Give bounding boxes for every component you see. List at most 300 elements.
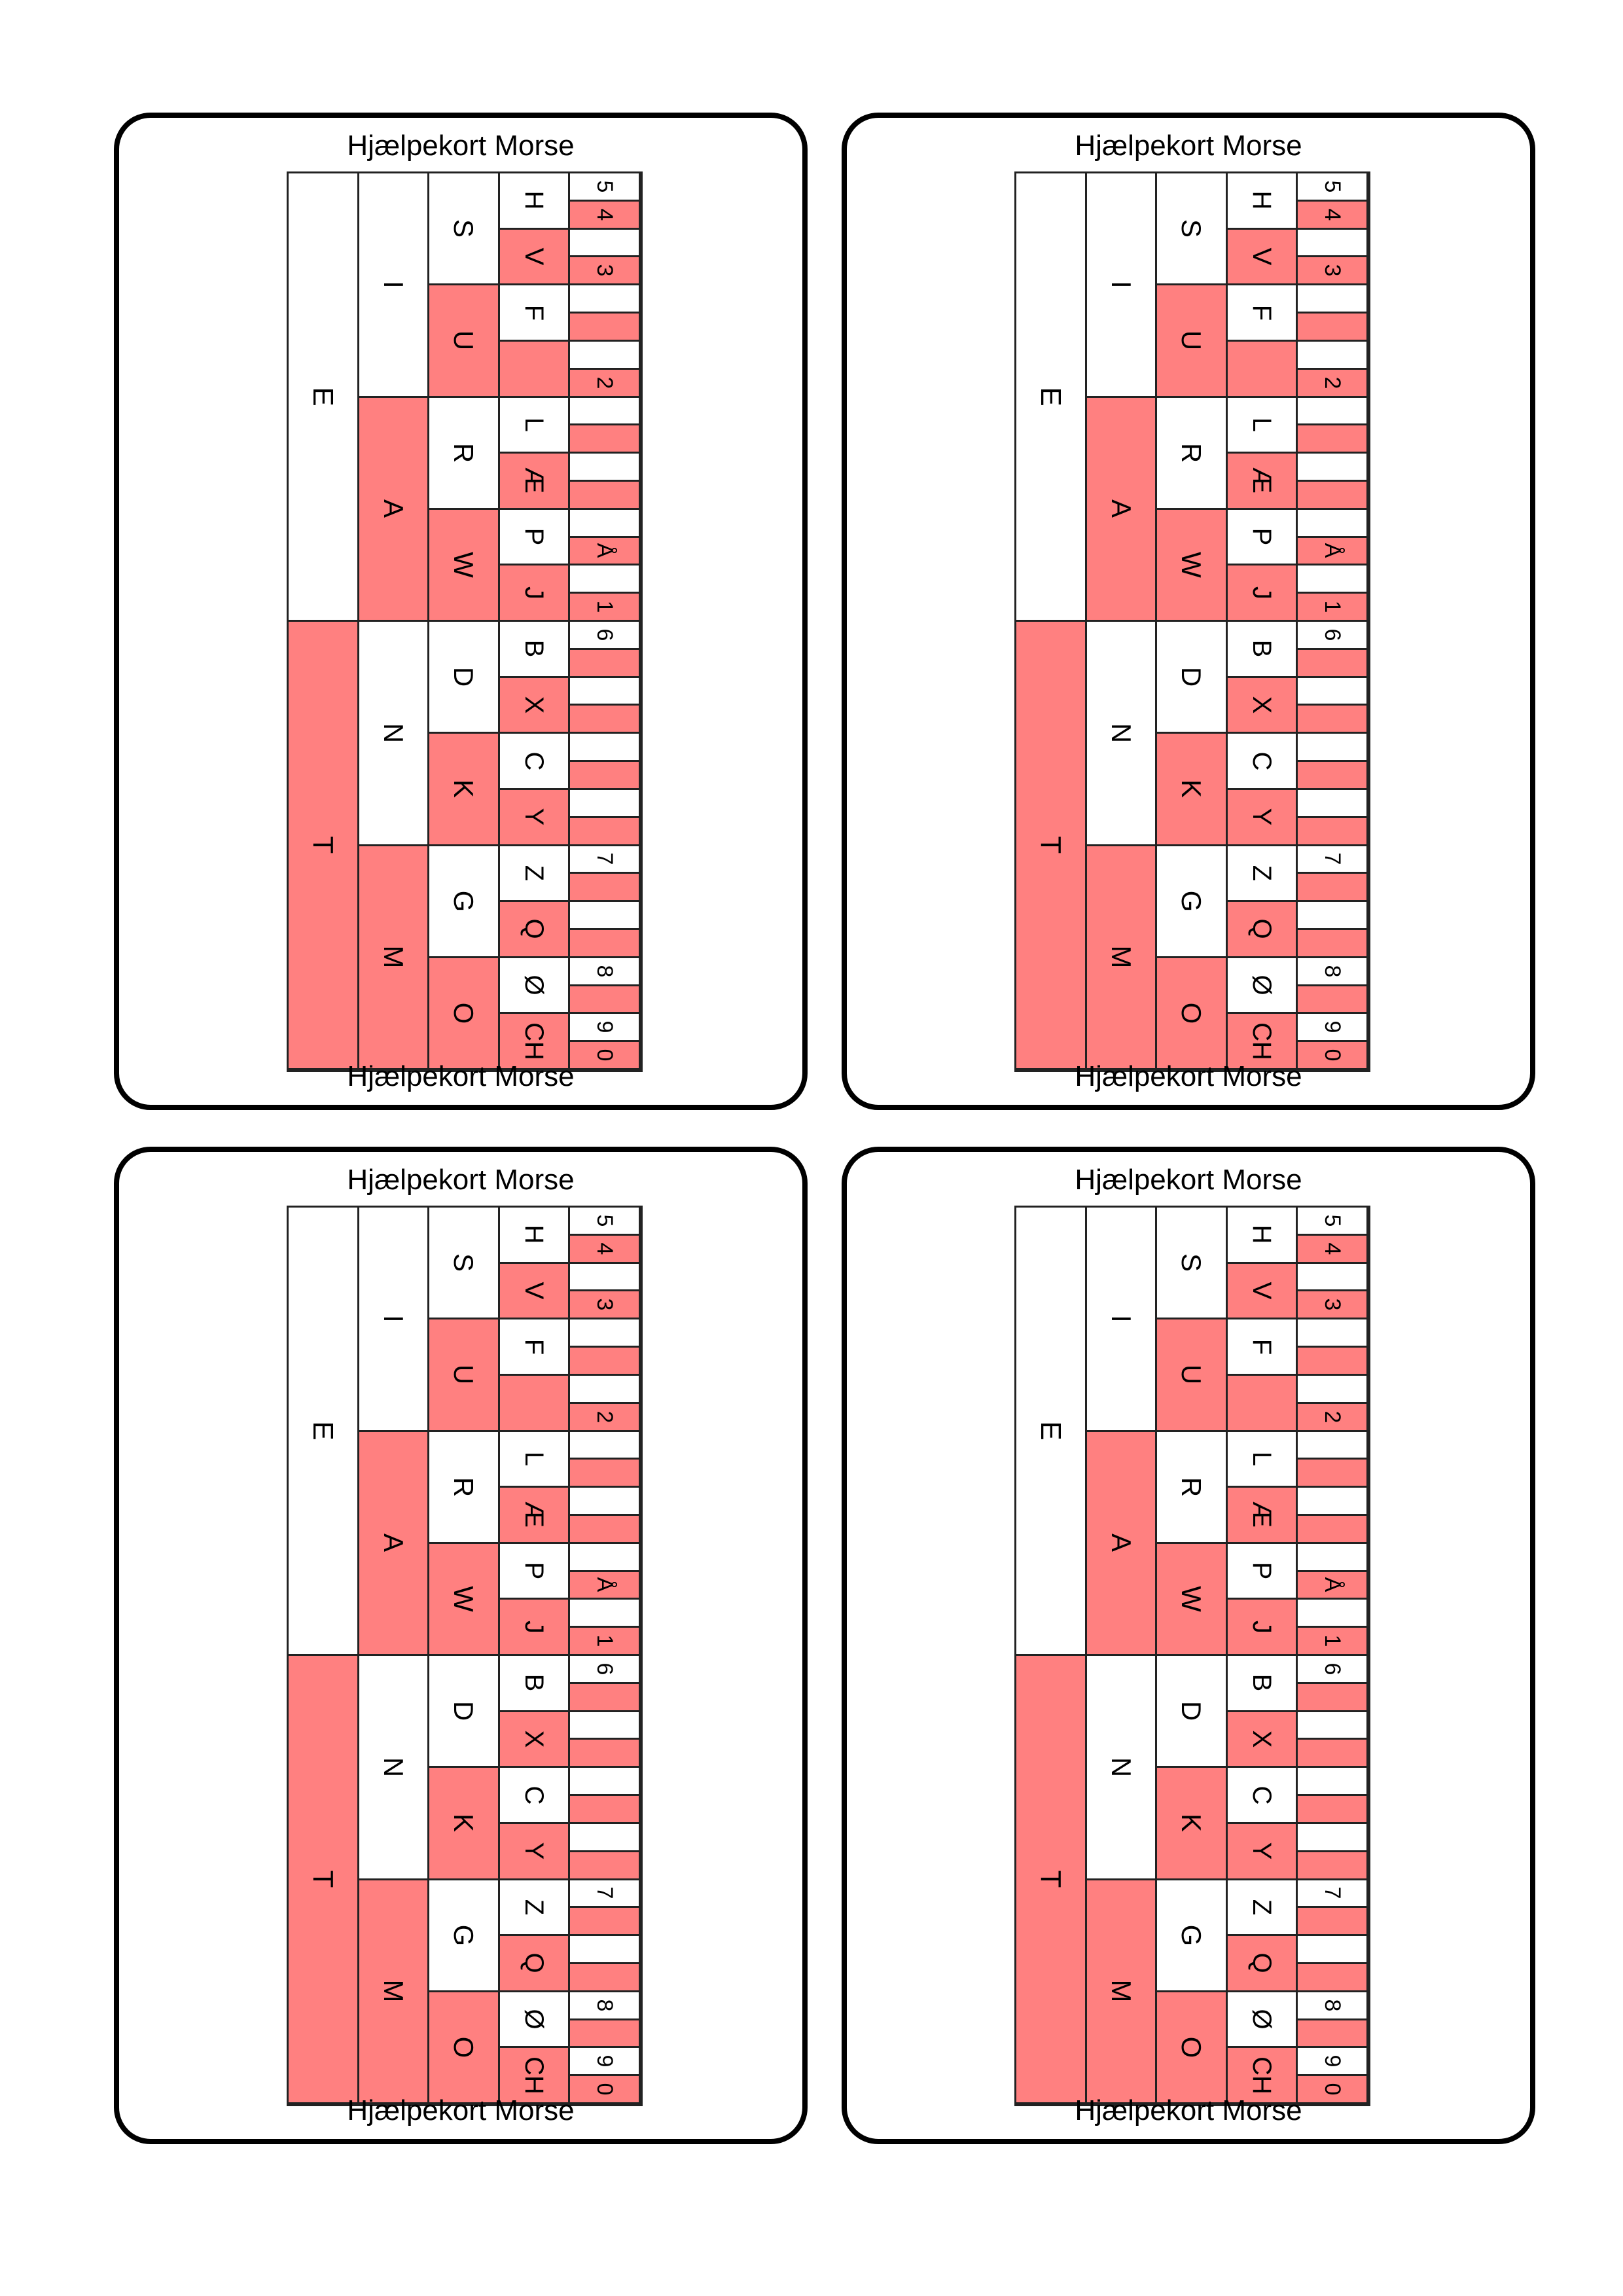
morse-cell-dot	[1298, 734, 1368, 762]
morse-cell-dot	[570, 1992, 641, 2020]
morse-letter: T	[307, 1870, 340, 1888]
morse-letter: Q	[1247, 1952, 1277, 1973]
morse-letter: S	[448, 219, 480, 238]
morse-cell-dot	[1228, 1880, 1298, 1937]
morse-letter: I	[1105, 1314, 1137, 1323]
morse-letter: 8	[592, 1999, 617, 2012]
morse-cell-dash	[570, 818, 641, 846]
morse-letter: J	[1247, 1620, 1277, 1634]
morse-cell-dot	[1087, 622, 1158, 846]
morse-cell-dash	[1298, 818, 1368, 846]
morse-letter: H	[1247, 1225, 1277, 1244]
morse-letter: P	[1247, 1562, 1277, 1580]
morse-cell-dot	[1228, 1208, 1298, 1264]
morse-letter: CH	[1247, 2056, 1277, 2094]
morse-cell-dash	[429, 958, 500, 1070]
morse-letter: Q	[520, 918, 549, 939]
card-title-bottom: Hjælpekort Morse	[1075, 1060, 1302, 1092]
morse-letter: S	[448, 1253, 480, 1272]
morse-cell-dash	[570, 1964, 641, 1992]
morse-cell-dash	[1157, 1544, 1228, 1656]
morse-cell-dot	[1298, 622, 1368, 650]
morse-cell-dot	[1298, 1992, 1368, 2020]
morse-cell-dot	[570, 1824, 641, 1852]
morse-letter: V	[520, 1282, 549, 1300]
morse-letter: X	[520, 696, 549, 714]
morse-cell-dot	[570, 1544, 641, 1572]
morse-cell-dash	[500, 1600, 571, 1656]
morse-cell-dash	[1298, 370, 1368, 398]
morse-cell-dot	[570, 846, 641, 874]
morse-cell-dash	[1228, 454, 1298, 510]
morse-letter: CH	[520, 2056, 549, 2094]
morse-letter: H	[1247, 190, 1277, 210]
morse-cell-dot	[570, 510, 641, 538]
morse-letter: I	[378, 280, 409, 289]
morse-cell-dash	[500, 678, 571, 734]
morse-cell-dot	[429, 173, 500, 285]
morse-cell-dot	[1298, 565, 1368, 594]
morse-cell-dash	[570, 1516, 641, 1544]
morse-letter: E	[307, 387, 340, 406]
morse-cell-dash	[1298, 425, 1368, 454]
morse-letter: C	[1247, 751, 1277, 771]
morse-cell-dot	[1298, 2048, 1368, 2076]
morse-cell-dash	[1087, 846, 1158, 1071]
morse-cell-dash	[1228, 1488, 1298, 1544]
morse-letter: P	[520, 1562, 549, 1580]
card-title-top: Hjælpekort Morse	[1075, 130, 1302, 162]
morse-letter: N	[1105, 723, 1137, 743]
morse-letter: W	[448, 552, 480, 578]
morse-cell-dash	[1298, 594, 1368, 622]
morse-cell-dash	[1298, 1460, 1368, 1488]
morse-cell-dot	[1298, 1768, 1368, 1796]
morse-letter: F	[1247, 1338, 1277, 1355]
morse-letter: C	[520, 751, 549, 771]
morse-cell-dash	[570, 2020, 641, 2049]
morse-cell-dot	[570, 1264, 641, 1292]
morse-letter: T	[307, 836, 340, 854]
morse-cell-dot	[570, 565, 641, 594]
morse-cell-dash	[1087, 398, 1158, 622]
morse-letter: 5	[1319, 1214, 1345, 1227]
morse-letter: Y	[520, 808, 549, 826]
morse-cell-dash	[429, 734, 500, 846]
card-title-top: Hjælpekort Morse	[347, 130, 575, 162]
morse-cell-dash	[1298, 1236, 1368, 1264]
morse-letter: 1	[592, 1634, 617, 1647]
morse-cell-dash	[1228, 790, 1298, 846]
morse-letter: L	[520, 1451, 549, 1466]
morse-cell-dash	[570, 1908, 641, 1936]
morse-cell-dash	[1298, 1796, 1368, 1824]
morse-letter: D	[448, 666, 480, 687]
morse-cell-dash	[1157, 1992, 1228, 2104]
morse-letter: 9	[1319, 1020, 1345, 1033]
morse-cell-dot	[359, 1656, 430, 1880]
morse-cell-dot	[570, 958, 641, 986]
morse-letter: V	[1247, 247, 1277, 266]
morse-letter: E	[307, 1421, 340, 1441]
morse-cell-dot	[570, 790, 641, 818]
morse-cell-dash	[570, 1684, 641, 1712]
morse-cell-dash	[570, 1628, 641, 1656]
morse-cell-dash	[1298, 706, 1368, 734]
morse-letter: 2	[592, 376, 617, 389]
morse-tree-grid	[1014, 1206, 1370, 2106]
morse-cell-dot	[570, 2048, 641, 2076]
morse-letter: L	[520, 417, 549, 432]
morse-letter: Æ	[1247, 467, 1277, 494]
morse-cell-dash	[1298, 2020, 1368, 2049]
morse-letter: N	[378, 1757, 409, 1777]
morse-cell-dot	[500, 1880, 571, 1937]
morse-cell-dot	[1157, 1208, 1228, 1319]
morse-cell-dot	[1228, 1432, 1298, 1488]
morse-letter: 4	[592, 208, 617, 221]
morse-cell-dot	[1298, 958, 1368, 986]
morse-cell-dot	[500, 173, 571, 230]
morse-card-bottom-right	[842, 1147, 1535, 2144]
morse-cell-dot	[570, 1656, 641, 1684]
morse-cell-dash	[429, 1992, 500, 2104]
morse-letter: 8	[1319, 1999, 1345, 2012]
morse-cell-dash	[1228, 1936, 1298, 1992]
morse-letter: 2	[1319, 1410, 1345, 1424]
morse-letter: X	[1247, 1730, 1277, 1748]
morse-cell-dot	[1298, 1936, 1368, 1964]
morse-cell-dash	[1157, 510, 1228, 622]
morse-letter: Ø	[1247, 2009, 1277, 2030]
morse-letter: Q	[1247, 918, 1277, 939]
morse-cell-dot	[429, 398, 500, 510]
morse-cell-dash	[500, 1488, 571, 1544]
morse-letter: K	[448, 1814, 480, 1833]
morse-cell-dash	[570, 1796, 641, 1824]
morse-letter: 6	[1319, 1662, 1345, 1676]
morse-cell-dot	[1228, 510, 1298, 566]
morse-letter: 5	[592, 180, 617, 193]
morse-letter: D	[1176, 1700, 1207, 1721]
morse-cell-dot	[1298, 790, 1368, 818]
morse-cell-dash	[289, 622, 359, 1070]
morse-cell-dash	[1087, 1880, 1158, 2105]
morse-cell-dot	[570, 1488, 641, 1516]
morse-cell-dot	[1228, 1319, 1298, 1376]
morse-cell-dot	[570, 734, 641, 762]
morse-card-top-right	[842, 113, 1535, 1110]
morse-letter: U	[1176, 1365, 1207, 1385]
morse-cell-dot	[1228, 285, 1298, 342]
morse-letter: U	[1176, 331, 1207, 351]
morse-cell-dot	[1016, 173, 1087, 622]
morse-letter: Y	[520, 1842, 549, 1860]
morse-cell-dot	[1157, 173, 1228, 285]
morse-cell-dash	[1298, 1740, 1368, 1768]
morse-cell-dot	[1298, 342, 1368, 370]
morse-cell-dot	[570, 454, 641, 482]
morse-letter: O	[448, 1002, 480, 1024]
morse-cell-dash	[570, 314, 641, 342]
morse-cell-dot	[570, 1600, 641, 1628]
morse-cell-dot	[1157, 1656, 1228, 1768]
morse-letter: Æ	[1247, 1501, 1277, 1528]
morse-letter: K	[448, 780, 480, 798]
morse-letter: 7	[592, 852, 617, 865]
morse-letter: Z	[520, 865, 549, 882]
morse-cell-dash	[570, 1236, 641, 1264]
morse-letter: 3	[592, 264, 617, 277]
morse-letter: Ø	[520, 2009, 549, 2030]
morse-cell-dot	[500, 734, 571, 790]
morse-letter: M	[1105, 945, 1137, 969]
morse-letter: U	[448, 1365, 480, 1385]
morse-cell-dash	[570, 202, 641, 230]
morse-letter: E	[1035, 387, 1067, 406]
morse-cell-dot	[500, 1319, 571, 1376]
morse-cell-dot	[500, 285, 571, 342]
morse-letter: A	[378, 499, 409, 518]
morse-cell-dash	[1298, 1291, 1368, 1319]
morse-cell-dash	[570, 1460, 641, 1488]
morse-cell-dot	[1228, 1544, 1298, 1600]
morse-cell-dot	[500, 398, 571, 454]
morse-cell-dot	[1298, 1488, 1368, 1516]
morse-cell-dash	[1298, 650, 1368, 678]
morse-letter: Æ	[520, 467, 549, 494]
morse-cell-dot	[1298, 1656, 1368, 1684]
morse-cell-dot	[570, 1432, 641, 1460]
morse-cell-dot	[570, 1208, 641, 1236]
morse-cell-dash	[570, 1348, 641, 1376]
morse-cell-dash	[1298, 930, 1368, 958]
morse-cell-dot	[570, 1768, 641, 1796]
morse-letter: 3	[592, 1298, 617, 1311]
morse-cell-dot	[1228, 398, 1298, 454]
morse-letter: 6	[592, 1662, 617, 1676]
morse-letter: G	[1176, 890, 1207, 912]
morse-cell-dash	[1298, 482, 1368, 510]
morse-cell-dash	[500, 902, 571, 958]
morse-letter: P	[520, 528, 549, 546]
morse-cell-dot	[570, 1319, 641, 1348]
morse-letter: 6	[1319, 628, 1345, 641]
morse-cell-dash	[359, 1880, 430, 2105]
morse-letter: I	[1105, 280, 1137, 289]
morse-cell-dash	[570, 1572, 641, 1600]
morse-tree-grid	[1014, 171, 1370, 1072]
morse-cell-dot	[1228, 1992, 1298, 2049]
morse-cell-dot	[1298, 1544, 1368, 1572]
morse-letter: R	[448, 442, 480, 463]
morse-letter: 9	[592, 1020, 617, 1033]
morse-cell-dot	[500, 958, 571, 1014]
morse-tree-grid	[287, 171, 643, 1072]
morse-cell-dot	[1298, 1712, 1368, 1740]
morse-cell-dot	[359, 173, 430, 398]
morse-cell-dash	[570, 425, 641, 454]
morse-cell-dot	[1087, 1656, 1158, 1880]
morse-cell-dot	[1228, 1768, 1298, 1824]
morse-cell-dot	[429, 622, 500, 734]
morse-letter: M	[378, 1979, 409, 2003]
morse-cell-dot	[1298, 678, 1368, 706]
morse-letter: W	[1176, 1586, 1207, 1612]
morse-cell-dot	[570, 902, 641, 930]
morse-letter: 8	[1319, 965, 1345, 978]
morse-cell-dash	[570, 762, 641, 790]
morse-cell-dot	[570, 398, 641, 426]
morse-letter: Å	[1319, 1577, 1345, 1592]
morse-cell-dash	[1298, 202, 1368, 230]
morse-letter: Z	[1247, 865, 1277, 882]
morse-letter: T	[1035, 836, 1067, 854]
morse-cell-dash	[1016, 622, 1087, 1070]
morse-card-bottom-left	[114, 1147, 808, 2144]
morse-cell-dash	[1228, 1264, 1298, 1320]
morse-cell-dot	[429, 1880, 500, 1992]
morse-letter: Z	[520, 1899, 549, 1916]
morse-cell-dash	[500, 1712, 571, 1768]
morse-cell-dash	[570, 930, 641, 958]
morse-cell-dot	[1228, 622, 1298, 678]
morse-cell-dot	[1298, 1014, 1368, 1042]
morse-cell-dot	[570, 678, 641, 706]
morse-cell-dash	[1298, 1684, 1368, 1712]
morse-cell-dash	[429, 510, 500, 622]
morse-cell-dot	[1298, 454, 1368, 482]
morse-letter: 0	[592, 1049, 617, 1062]
morse-letter: S	[1176, 219, 1207, 238]
morse-letter: 1	[1319, 600, 1345, 613]
morse-cell-dash	[570, 482, 641, 510]
morse-cell-dot	[570, 1376, 641, 1404]
morse-cell-dot	[1298, 1208, 1368, 1236]
morse-letter: F	[520, 304, 549, 321]
morse-cell-dash	[1228, 565, 1298, 622]
morse-cell-dash	[1228, 342, 1298, 398]
morse-letter: Æ	[520, 1501, 549, 1528]
morse-letter: B	[1247, 639, 1277, 658]
morse-letter: W	[1176, 552, 1207, 578]
morse-cell-dot	[1298, 510, 1368, 538]
morse-cell-dot	[1228, 734, 1298, 790]
morse-letter: B	[520, 639, 549, 658]
morse-cell-dash	[1157, 1768, 1228, 1880]
morse-cell-dot	[1298, 1824, 1368, 1852]
morse-letter: W	[448, 1586, 480, 1612]
morse-cell-dot	[289, 173, 359, 622]
morse-cell-dash	[1298, 986, 1368, 1014]
morse-letter: 2	[1319, 376, 1345, 389]
morse-letter: 5	[592, 1214, 617, 1227]
morse-letter: CH	[520, 1022, 549, 1060]
morse-letter: N	[1105, 1757, 1137, 1777]
card-title-bottom: Hjælpekort Morse	[1075, 2094, 1302, 2126]
morse-cell-dash	[500, 565, 571, 622]
morse-letter: H	[520, 1225, 549, 1244]
morse-cell-dot	[500, 1544, 571, 1600]
morse-cell-dash	[1298, 1404, 1368, 1432]
morse-cell-dot	[1298, 173, 1368, 202]
morse-cell-dash	[500, 790, 571, 846]
morse-cell-dot	[570, 173, 641, 202]
morse-cell-dash	[1228, 1824, 1298, 1880]
morse-letter: Z	[1247, 1899, 1277, 1916]
morse-letter: V	[520, 247, 549, 266]
morse-cell-dash	[570, 650, 641, 678]
morse-cell-dot	[1228, 958, 1298, 1014]
card-title-top: Hjælpekort Morse	[347, 1164, 575, 1196]
morse-letter: Y	[1247, 808, 1277, 826]
morse-cell-dot	[1087, 1208, 1158, 1432]
morse-letter: D	[1176, 666, 1207, 687]
morse-cell-dash	[429, 1319, 500, 1431]
morse-letter: U	[448, 331, 480, 351]
morse-cell-dot	[1157, 1880, 1228, 1992]
morse-cell-dot	[1298, 1432, 1368, 1460]
morse-cell-dash	[1298, 1908, 1368, 1936]
morse-letter: J	[520, 1620, 549, 1634]
morse-cell-dot	[500, 1656, 571, 1712]
morse-letter: 9	[1319, 2054, 1345, 2068]
morse-letter: Å	[592, 1577, 617, 1592]
morse-letter: 9	[592, 2054, 617, 2068]
morse-cell-dot	[429, 1208, 500, 1319]
morse-cell-dash	[570, 594, 641, 622]
morse-cell-dash	[359, 398, 430, 622]
morse-cell-dot	[1087, 173, 1158, 398]
morse-cell-dot	[1298, 902, 1368, 930]
morse-cell-dot	[1298, 230, 1368, 258]
morse-cell-dot	[570, 622, 641, 650]
morse-letter: O	[1176, 2036, 1207, 2058]
morse-cell-dot	[1228, 1656, 1298, 1712]
morse-cell-dash	[1298, 538, 1368, 566]
morse-letter: L	[1247, 417, 1277, 432]
morse-tree-grid	[287, 1206, 643, 2106]
morse-cell-dot	[570, 342, 641, 370]
morse-letter: H	[520, 190, 549, 210]
morse-cell-dot	[500, 846, 571, 903]
morse-cell-dot	[1298, 1264, 1368, 1292]
morse-cell-dash	[570, 986, 641, 1014]
morse-cell-dash	[1298, 314, 1368, 342]
morse-letter: O	[1176, 1002, 1207, 1024]
morse-cell-dot	[1157, 622, 1228, 734]
morse-cell-dot	[1298, 1880, 1368, 1909]
morse-letter: V	[1247, 1282, 1277, 1300]
morse-letter: A	[1105, 1534, 1137, 1552]
morse-letter: 1	[592, 600, 617, 613]
morse-cell-dash	[500, 1376, 571, 1432]
morse-letter: 7	[1319, 1886, 1345, 1899]
morse-letter: R	[1176, 1477, 1207, 1497]
morse-letter: R	[1176, 442, 1207, 463]
morse-letter: S	[1176, 1253, 1207, 1272]
morse-letter: B	[520, 1674, 549, 1692]
morse-cell-dash	[1228, 1600, 1298, 1656]
morse-cell-dot	[570, 285, 641, 314]
morse-cell-dash	[1228, 902, 1298, 958]
morse-cell-dash	[1157, 285, 1228, 397]
morse-cell-dot	[500, 1432, 571, 1488]
morse-cell-dash	[1298, 1628, 1368, 1656]
morse-cell-dash	[500, 454, 571, 510]
morse-letter: B	[1247, 1674, 1277, 1692]
morse-letter: C	[1247, 1785, 1277, 1805]
